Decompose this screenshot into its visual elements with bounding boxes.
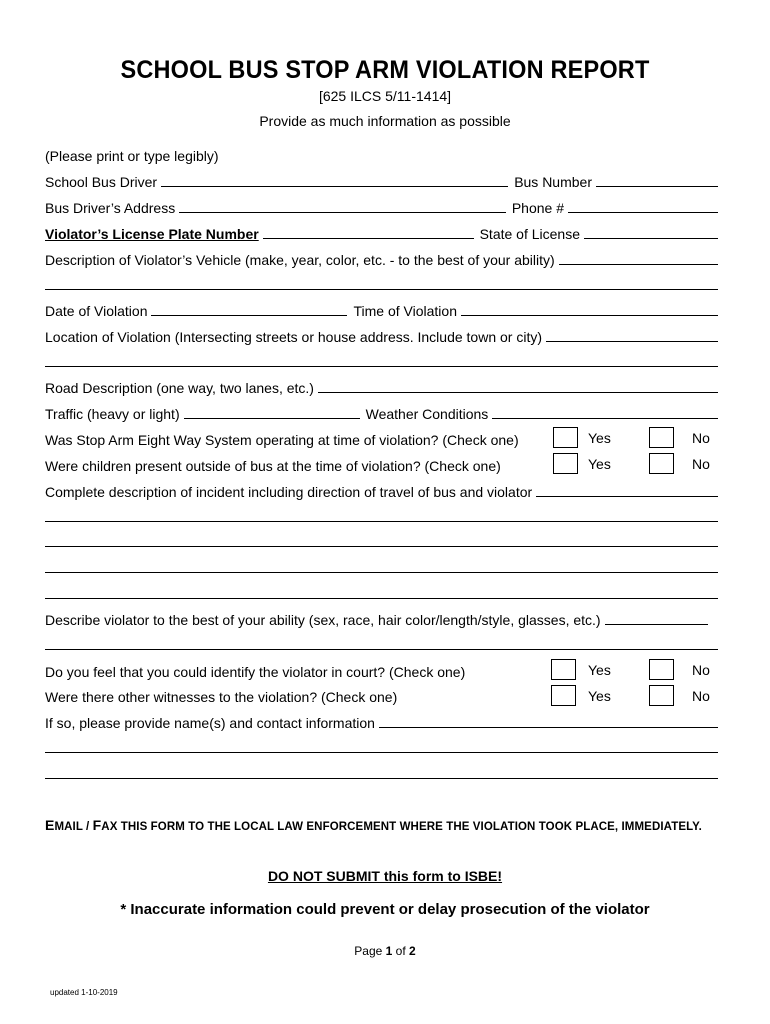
children-yes-checkbox[interactable] xyxy=(553,453,578,474)
vehicle-desc-field[interactable] xyxy=(559,264,718,265)
print-note: (Please print or type legibly) xyxy=(45,148,219,164)
time-label: Time of Violation xyxy=(353,303,457,319)
witness-info-line-3[interactable] xyxy=(45,778,718,779)
witness-row xyxy=(45,685,718,705)
location-label: Location of Violation (Intersecting streets or house address. Include town or city) xyxy=(45,329,543,345)
driver-address-row xyxy=(45,196,718,216)
witness-no-label: No xyxy=(692,688,710,704)
weather-field[interactable] xyxy=(492,418,718,419)
stop-arm-no-checkbox[interactable] xyxy=(649,427,674,448)
children-yes-label: Yes xyxy=(588,456,611,472)
stop-arm-yes-checkbox[interactable] xyxy=(553,427,578,448)
vehicle-desc-line-2[interactable] xyxy=(45,289,718,290)
plate-field[interactable] xyxy=(263,238,474,239)
page-number: Page 1 of 2 xyxy=(354,944,416,958)
traffic-label: Traffic (heavy or light) xyxy=(45,406,180,422)
stop-arm-row xyxy=(45,428,718,448)
incident-label: Complete description of incident including direction of travel of bus and violator xyxy=(45,484,533,500)
email-fax-notice: EMAIL / FAX THIS FORM TO THE LOCAL LAW ENFORCEMENT WHERE THE VIOLATION TOOK PLACE, IMMEDIATELY. xyxy=(45,817,702,833)
driver-address-field[interactable] xyxy=(179,212,506,213)
bus-number-field[interactable] xyxy=(596,186,718,187)
witness-info-label: If so, please provide name(s) and contact information xyxy=(45,715,375,731)
identify-yes-checkbox[interactable] xyxy=(551,659,576,680)
time-field[interactable] xyxy=(461,315,718,316)
incident-row xyxy=(45,480,718,500)
identify-yes-label: Yes xyxy=(588,662,611,678)
identify-row xyxy=(45,660,718,680)
bus-driver-label: School Bus Driver xyxy=(45,174,158,190)
identify-no-checkbox[interactable] xyxy=(649,659,674,680)
plate-label: Violator’s License Plate Number xyxy=(45,226,259,242)
do-not-submit-notice: DO NOT SUBMIT this form to ISBE! xyxy=(267,868,503,884)
road-label: Road Description (one way, two lanes, etc.) xyxy=(45,380,314,396)
identify-question: Do you feel that you could identify the violator in court? (Check one) xyxy=(45,664,466,680)
children-no-checkbox[interactable] xyxy=(649,453,674,474)
location-field[interactable] xyxy=(546,341,718,342)
bus-driver-row xyxy=(45,170,718,190)
date-field[interactable] xyxy=(151,315,347,316)
stop-arm-question: Was Stop Arm Eight Way System operating at time of violation? (Check one) xyxy=(45,432,519,448)
witness-yes-checkbox[interactable] xyxy=(551,685,576,706)
incident-line-4[interactable] xyxy=(45,572,718,573)
violator-desc-label: Describe violator to the best of your ability (sex, race, hair color/length/style, glasses, etc.) xyxy=(45,612,601,628)
children-no-label: No xyxy=(692,456,710,472)
stop-arm-no-label: No xyxy=(692,430,710,446)
witness-info-row xyxy=(45,711,718,731)
incident-field[interactable] xyxy=(536,496,718,497)
traffic-field[interactable] xyxy=(184,418,360,419)
plate-row xyxy=(45,222,718,242)
bus-driver-field[interactable] xyxy=(161,186,508,187)
driver-address-label: Bus Driver’s Address xyxy=(45,200,176,216)
witness-info-line-2[interactable] xyxy=(45,752,718,753)
witness-info-field[interactable] xyxy=(379,727,718,728)
vehicle-desc-label: Description of Violator’s Vehicle (make, year, color, etc. - to the best of your ability) xyxy=(45,252,555,268)
date-label: Date of Violation xyxy=(45,303,148,319)
location-line-2[interactable] xyxy=(45,366,718,367)
phone-label: Phone # xyxy=(511,200,564,216)
identify-no-label: No xyxy=(692,662,710,678)
road-row xyxy=(45,376,718,396)
updated-date: updated 1-10-2019 xyxy=(50,988,118,997)
violator-desc-field[interactable] xyxy=(605,624,708,625)
statute-citation: [625 ILCS 5/11-1414] xyxy=(318,88,452,104)
form-title: SCHOOL BUS STOP ARM VIOLATION REPORT xyxy=(120,56,650,84)
form-subtitle: Provide as much information as possible xyxy=(259,113,511,129)
incident-line-3[interactable] xyxy=(45,546,718,547)
location-row xyxy=(45,325,718,345)
phone-field[interactable] xyxy=(568,212,718,213)
road-field[interactable] xyxy=(318,392,718,393)
state-field[interactable] xyxy=(584,238,718,239)
incident-line-2[interactable] xyxy=(45,521,718,522)
children-question: Were children present outside of bus at the time of violation? (Check one) xyxy=(45,458,501,474)
children-row xyxy=(45,454,718,474)
inaccurate-warning: * Inaccurate information could prevent or delay prosecution of the violator xyxy=(120,901,650,918)
witness-no-checkbox[interactable] xyxy=(649,685,674,706)
date-time-row xyxy=(45,299,718,319)
witness-question: Were there other witnesses to the violation? (Check one) xyxy=(45,689,398,705)
violator-desc-row xyxy=(45,608,718,628)
print-note-row xyxy=(45,144,718,164)
bus-number-label: Bus Number xyxy=(514,174,592,190)
weather-label: Weather Conditions xyxy=(365,406,489,422)
traffic-weather-row xyxy=(45,402,718,422)
witness-yes-label: Yes xyxy=(588,688,611,704)
state-label: State of License xyxy=(479,226,580,242)
stop-arm-yes-label: Yes xyxy=(588,430,611,446)
violator-desc-line-2[interactable] xyxy=(45,649,718,650)
vehicle-desc-row xyxy=(45,248,718,268)
incident-line-5[interactable] xyxy=(45,598,718,599)
